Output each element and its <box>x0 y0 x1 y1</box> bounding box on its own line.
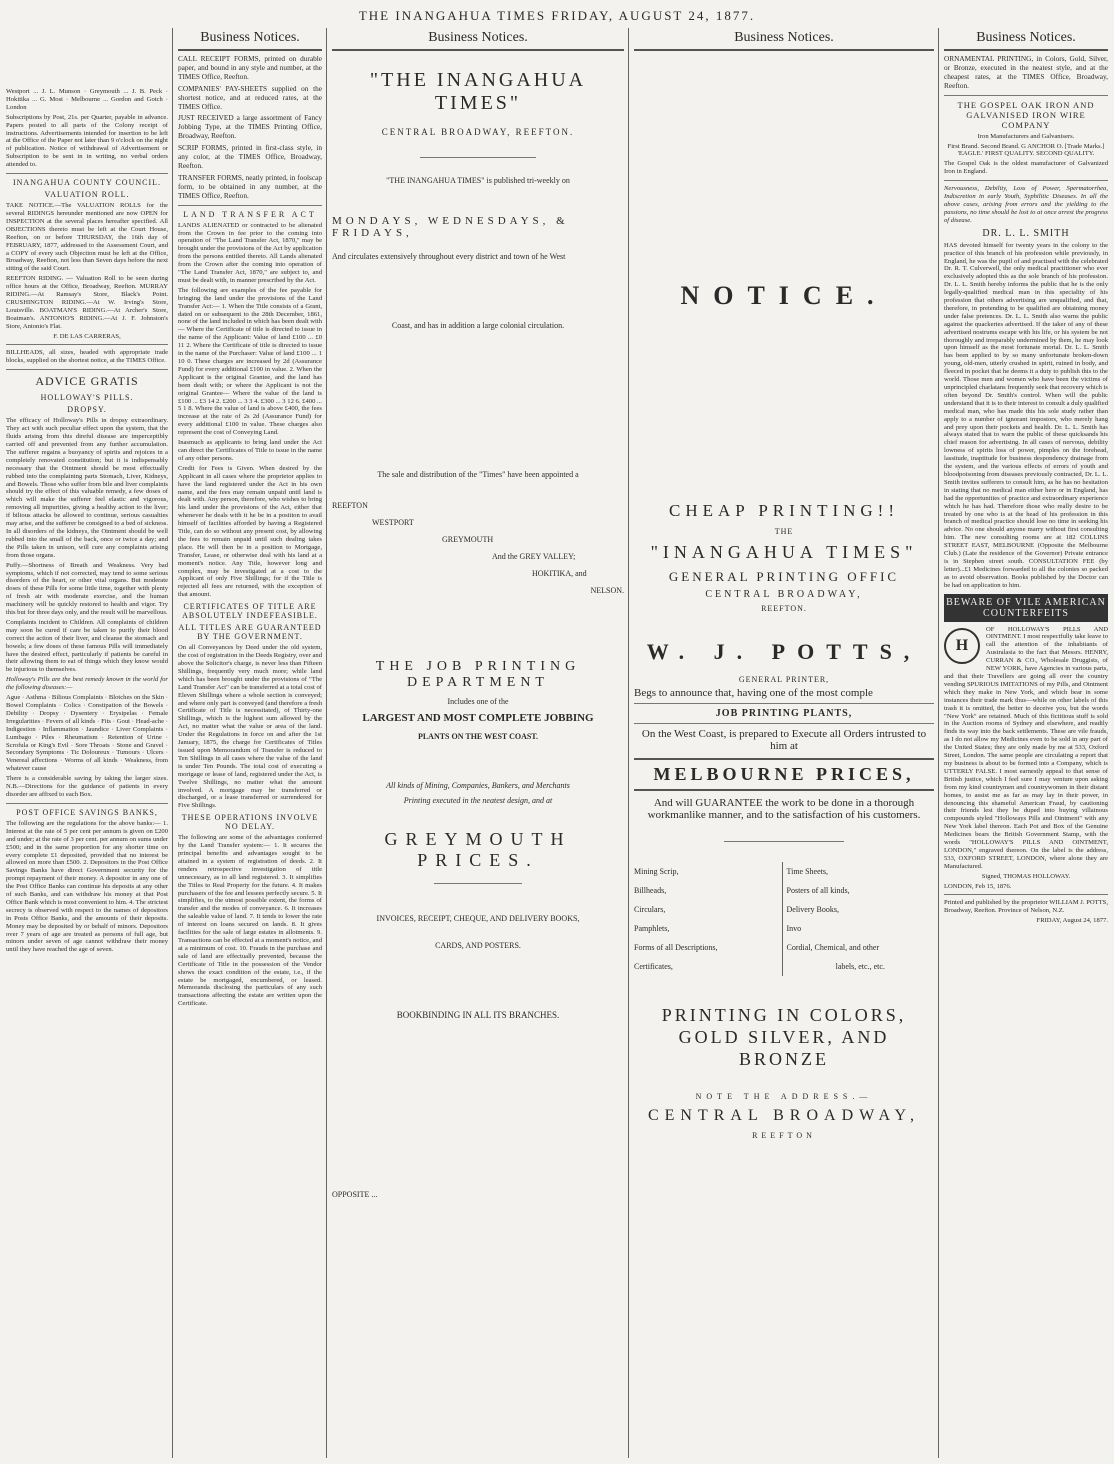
transfer-forms-notice: TRANSFER FORMS, neatly printed, in foolscap form, to be obtained in any number, at the TIMES Office, Reefton. <box>178 172 322 200</box>
divider <box>6 173 168 174</box>
puffy-text: Puffy.—Shortness of Breath and Weakness. Very bad symptoms, which if not corrected, may tend to some serious disorders of the heart, or other vital organs. But moderate doses of these Pills for some little time, together with plenty of fresh air with moderate exercise, and the human machinery will be quickly restored to health and vigor. Try this but for three days only, and the result will be marvellous. <box>6 561 168 617</box>
cards-line: CARDS, AND POSTERS. <box>435 940 521 950</box>
town-item: And the GREY VALLEY; <box>492 551 576 561</box>
call-receipt-notice: CALL RECEIPT FORMS, printed on durable paper, and bound in any style and number, at the TIMES Office, Reefton. <box>178 54 322 81</box>
pay-sheets-notice: COMPANIES' PAY-SHEETS supplied on the shortest notice, and at reduced rates, at the TIMES Office. <box>178 83 322 111</box>
advice-gratis-title: ADVICE GRATIS <box>35 374 139 389</box>
land-transfer-text: LANDS ALIENATED or contracted to be alienated from the Crown in fee prior to the coming into operation of "The Land Transfer Act, 1870," may be brought under the provisions of the Act by application from the persons entitled thereto. All Lands alienated from the Crown after the coming into operation of "The Land Transfer Act, 1870," are subject to, and must be dealt with, in manner prescribed by the Act. <box>178 221 322 284</box>
prepared-line: On the West Coast, is prepared to Execute all Orders intrusted to him at <box>641 728 927 752</box>
iron-manufacturers: Iron Manufacturers and Galvanisers. <box>977 132 1075 140</box>
column-rule <box>938 28 939 1458</box>
gospel-oak-note: The Gospel Oak is the oldest manufacturer of Galvanized Iron in England. <box>944 160 1108 176</box>
colors-title: PRINTING IN COLORS, GOLD SILVER, AND BRONZE <box>661 1005 907 1069</box>
product-list-right <box>783 862 935 976</box>
list-item: Cordial, Chemical, and other <box>786 943 880 952</box>
savings-bank-text: The following are the regulations for the above banks:— 1. Interest at the rate of 5 per cent per annum is given on £200 and under; at the rate of 3 per cent. per annum on sums under £500; and in the same proportion for any shorter time on every complete £1 deposited, provided that no interest be allowed on more than £500. 2. Depositors in the Post Office Savings Banks have direct Government security for the prompt repayment of their money. A depositor in any one of the Post Office Banks can continue his deposits at any other of such Banks, and can withdraw his money at that Post Office Bank which is most convenient to him. 4. The strictest secrecy is observed with respect to the names of depositors in Posts Office Banks, and the amounts of their deposits. Money may be deposited by or behalf of minors. Depositors over 7 years of age are treated as persons of full age, but minors under seven of age cannot withdraw their money until they have reached the age of seven. <box>6 819 169 954</box>
no-delay-title: THESE OPERATIONS INVOLVE NO DELAY. <box>181 813 319 832</box>
circulates-line: And circulates extensively throughout every district and town of he West <box>332 252 566 261</box>
divider <box>634 703 934 704</box>
central-broadway-big: CENTRAL BROADWAY, <box>647 1107 921 1124</box>
column-rule <box>628 28 629 1458</box>
job-printing-plants: JOB PRINTING PLANTS, <box>715 708 853 719</box>
footer-line: OPPOSITE ... <box>332 1189 378 1199</box>
council-title: INANGAHUA COUNTY COUNCIL. <box>12 178 162 188</box>
counterfeit-text: OF HOLLOWAY'S PILLS AND OINTMENT. I most respectfully take leave to call the attention of the inhabitants of Australasia to the fact that Messrs. HENRY, CURRAN & CO., Wholesale Druggists, of NEW YORK, have Agencies in various parts, and that their Travellers are going all over the country vending SPURIOUS IMITATIONS of my Pills, and Ointment which they make in New York, and which bear in some instances their trade mark thus—while on other labels of this trash it is omitted, the better to deceive you, but the words "New York" are retained. Much of this fictitious stuff is sold in the Auction rooms of Sydney and elsewhere, and readily finds its way into the back settlements. These are vile frauds, as I do not allow my Medicines even to be sold in any part of the United States; they are only made by me at 533, Oxford Street, London. The same people are circulating a report that my business is about to be formed into a Company, which is UTTERLY FALSE. I most earnestly appeal to that sense of British justice, which I feel sure I may venture upon asking from my kind countrymen and countrywomen in their distant homes, to assist me as far as may lay in their power, in denouncing this shameful American Fraud, by cautioning their friends lest they be duped into buying villainous compounds styled "Holloways Pills and Ointment" with any New York label thereon. Each Pot and Box of the Genuine Medicines bears the British Government Stamp, with the words "HOLLOWAY'S PILLS AND OINTMENT, LONDON," engraved thereon. On the label is the address, 533, OXFORD STREET, LONDON, where alone they are Manufactured. <box>944 625 1108 870</box>
divider <box>6 369 168 370</box>
valuation-notice: TAKE NOTICE.—The VALUATION ROLLS for the several RIDINGS hereunder mentioned are now OPEN for INSPECTION at the several places hereafter specified. All OBJECTIONS thereto must be left at the Court House, Reefton, on or before THURSDAY, the 16th day of FEBRUARY, 1877, addressed to the Assessment Court, and a COPY of every such Objection must be left at the Office, Broadway, Reefton, not less than Seven days before the next sitting of the said Court. <box>6 202 168 273</box>
reefton-label: REEFTON. <box>761 604 807 613</box>
town-item: NELSON. <box>590 585 624 595</box>
signature-date: LONDON, Feb 15, 1876. <box>944 882 1012 890</box>
subscription-terms: Subscriptions by Post, 21s. per Quarter, payable in advance. Papers posted to all parts of the Colony receipt of instructions. Advertisements intended for insertion to be left at the Office of the Paper not later than 9 o'clock on the night of publication. Notice of withdrawal of Advertisement or Subscription to be sent in in writing, no verbal orders attended to. <box>6 113 168 169</box>
list-item: Forms of all Descriptions, <box>634 943 718 952</box>
dropsy-title: DROPSY. <box>67 405 107 415</box>
billheads-notice: BILLHEADS, all sizes, headed with appropriate trade blocks, supplied on the shortest notice, at the TIMES Office. <box>6 349 168 365</box>
gospel-oak-title: THE GOSPEL OAK IRON AND GALVANISED IRON WIRE COMPANY <box>957 99 1095 130</box>
just-received-notice: JUST RECEIVED a large assortment of Fancy Jobbing Type, at the TIMES Printing Office, Broadway, Reefton. <box>178 113 322 141</box>
divider <box>420 157 537 158</box>
divider <box>6 344 168 345</box>
list-item: Mining Scrip, <box>634 867 679 876</box>
list-item: Billheads, <box>634 886 667 895</box>
nervousness-notice: Nervousness, Debility, Loss of Power, Spermatorrhea, Indiscretion in early Youth, Syphilitic Diseases. In all the above cases, arising from errors and the yielding to the passions, no time should be lost to at once arrest the progress of disease. <box>944 185 1108 224</box>
holloway-signature: Signed, THOMAS HOLLOWAY. <box>981 872 1071 880</box>
ridings-list: REEFTON RIDING. — Valuation Roll to be seen during office hours at the Office, Broadway, Reefton. MURRAY RIDING.—At Ramsay's Store, Black's Point. CRUSHINGTON RIDING.—At W. Irving's Store, Louisville. BOATMAN'S RIDING.—At Archer's Store, Boatman's. ANTONIO'S RIDING.—At J. F. Johnston's Store, Antonio's Flat. <box>6 275 168 330</box>
begs-line: Begs to announce that, having one of the most comple <box>634 687 873 699</box>
list-item: labels, etc., etc. <box>835 962 885 971</box>
ornamental-notice: ORNAMENTAL PRINTING, in Colors, Gold, Silver, or Bronze, executed in the neatest style, and at the cheapest rates, at the TIMES Office, Broadway, Reefton. <box>944 54 1108 90</box>
towns-list <box>332 497 624 599</box>
publication-days: MONDAYS, WEDNESDAYS, & FRIDAYS, <box>332 215 569 239</box>
land-transfer-title: LAND TRANSFER ACT <box>183 209 317 219</box>
notice-signature: F. DE LAS CARRERAS, <box>53 332 121 340</box>
greymouth-prices: GREYMOUTH PRICES. <box>384 828 572 870</box>
the-label: THE <box>774 527 794 536</box>
doctor-text: HAS devoted himself for twenty years in the colony to the practice of this branch of his profession while previously, in England, he was the pupil of and practised with the celebrated Dr. R. T. Culverwell, the only medical practitioner who ever exclusively adopted this as the sole branch of his profession. Dr. L. L. Smith hereby informs the public that he is the only legally-qualified medical man in this speciality of his profession that others advertising are unqualified, and that, therefore, in pretending to be qualified are obtaining money under false pretences. Dr. L. L. Smith also warns the public against the quackeries advertised. If the taker of any of these advertised nostrums escape with his life, or his system be not thoroughly and irreparably undermined by them, he may look upon himself as the most fortunate mortal. Dr. L. L. Smith has been applied to by so many unfortunate broken-down young, old-men, utterly crushed in spirit, ruined in body, and fleeced in pocket that he deems it a duty to publish this to the world. Those men and women who have been the victims of unprincipled charlatans frequently seek that recovery which is often beyond Dr. Smith's control. When will the public understand that it is to their interest to consult a duly qualified medical man, who has made this his sole study rather than apply to a number of ignorant impostors, who merely hang and prey upon their pockets and health. Dr. L. L. Smith has always stated that to warn the public of these quicksands his chief reason for advertising. In all cases of nervous, debility lowness of spirits loss of power, pimples on the forehead, lassitude, inaptitude for business despondency drainage from the system, and the various effects of errors of youth and bloodpoisoning from diseases previously contracted, Dr. L. L. Smith invites sufferers to consult him, as he has no hesitation in stating that no medical man either here or in England, has had the opportunities of practice and extraordinary experience which he has had. Therefore those who really desire to be treated by one who is at the head of his profession in this branch of medical practice should lose no time in seeking his advice. No one should anyone marry without first consulting him. The new consulting rooms are at 182 COLLINS STREET EAST, MELBOURNE (Opposite the Melbourne Club.) (Late the residence of the Governor) Private entrance is in Stephen street south. CONSULTATION FEE (by letter)...£1 Medicines forwarded to all the colonies so packed as to avoid observation. Books published by the Doctor can be had on application to him. <box>944 241 1108 589</box>
town-item: HOKITIKA, and <box>532 568 587 578</box>
town-item: GREYMOUTH <box>442 534 494 544</box>
general-printer: GENERAL PRINTER, <box>738 675 830 684</box>
coast-line: Coast, and has in addition a large colonial circulation. <box>391 320 565 330</box>
notice-title: NOTICE. <box>680 281 888 310</box>
beware-banner: BEWARE OF VILE AMERICAN COUNTERFEITS <box>944 594 1108 622</box>
central-broadway: CENTRAL BROADWAY, <box>705 589 863 600</box>
list-item: Circulars, <box>634 905 666 914</box>
doctor-name: DR. L. L. SMITH <box>982 227 1070 239</box>
diseases-list: Ague · Asthma · Bilious Complaints · Blotches on the Skin · Bowel Complaints · Colics · Constipation of the Bowels · Debility · Dropsy · Dysentery · Erysipelas · Female Irregularities · Fevers of all kinds · Fits · Gout · Head-ache · Indigestion · Inflammation · Jaundice · Liver Complaints · Lumbago · Piles · Rheumatism · Retention of Urine · Scrofula or King's Evil · Sore Throats · Stone and Gravel · Secondary Symptoms · Tic Doloureux · Tumours · Ulcers · Venereal affections · Worms of all kinds · Weakness, from whatever cause <box>6 694 168 773</box>
times-address: CENTRAL BROADWAY, REEFTON. <box>381 127 575 137</box>
published-line: "THE INANGAHUA TIMES" is published tri-weekly on <box>386 176 570 185</box>
holloway-title: HOLLOWAY'S PILLS. <box>40 393 134 403</box>
divider <box>634 723 934 724</box>
printer-imprint: Printed and published by the proprietor WILLIAM J. POTTS, Broadway, Reefton. Province of Nelson, N.Z. <box>944 899 1108 915</box>
column-rule <box>172 28 173 1458</box>
plants-line: PLANTS ON THE WEST COAST. <box>417 731 539 741</box>
list-item: Pamphlets, <box>634 924 670 933</box>
children-text: Complaints incident to Children. All complaints of children may soon be cured if care be taken to purify their blood correct the action of their liver, and cleanse the stomach and bowels; a few doses of these famous Pills will immediately have the desired effect, particularly if patients be careful in their allowing them to eat of things which they know would be injurious to themselves. <box>6 618 168 674</box>
brand-marks: First Brand. Second Brand. G ANCHOR O. [Trade Marks.] 'EAGLE.' FIRST QUALITY. SECOND QUALITY. <box>947 142 1105 158</box>
conveyances-text: On all Conveyances by Deed under the old system, the cost of registration in the Deeds Registry, over and above the Solicitor's charge, is never less than Fifteen Shillings, frequently very much more; while land which has been brought under the provisions of "The Land Transfer Act" can be transferred at a total cost of Eleven Shillings where a whole section is conveyed; and where only part is conveyed (and therefore a fresh Certificate of Title is necessitated), of Thirty-one Shillings, which is the highest sum allowed by the Act, no matter what the value or area of the land. Under the Regulations in force on and after the 1st January, 1875, the charge for Certificates of Titles issued upon Memorandum of Transfer is reduced to Ten Shillings in all cases where the value of the land is under Ten Pounds. The total cost of executing a mortgage or lease of land, registered under the Act, is Twelve Shillings, no matter what the amount involved. A mortgage may be transferred or discharged, or a lease transferred or surrendered for Five Shillings. <box>178 644 322 810</box>
melbourne-prices: MELBOURNE PRICES, <box>634 758 934 791</box>
all-kinds-line: All kinds of Mining, Companies, Bankers, and Merchants <box>386 780 570 790</box>
list-item: Posters of all kinds, <box>786 886 850 895</box>
certificates-title: CERTIFICATES OF TITLE ARE ABSOLUTELY INDEFEASIBLE. <box>182 602 318 621</box>
guaranteed-title: ALL TITLES ARE GUARANTEED BY THE GOVERNMENT. <box>178 623 322 642</box>
divider <box>944 95 1108 96</box>
list-item: Time Sheets, <box>786 867 828 876</box>
dropsy-text: The efficacy of Holloway's Pills in dropsy extraordinary. They act with such peculiar effect upon the system, that the fluids arising from this direful disease are imperceptibly carried off and prevented from any further accumulation. The sufferer regains a buoyancy of spirits and rejoices in a completely renovated constitution; but it is indispensably necessary that the Ointment should be most effectually rubbed into the complaining parts Stomach, Liver, Kidneys, and Bowels. Those who suffer from bile and liver complaints should try the effect of this valuable remedy, a few doses of which will make the sufferer feel elastic and vigorous, removing all impurities, giving a healthy action to the liver; if bilious attacks be allowed to continue, serious casualties may arise, and the sufferer be consigned to a bed of sickness. In all disorders of the kidneys, the Ointment should be well rubbed into the small of the back, once or twice a day; and the Pills taken in unison, will cure any complaints arising from those organs. <box>6 417 168 559</box>
divider <box>944 894 1108 895</box>
land-fees-text: The following are examples of the fee payable for bringing the land under the provisions of the Land Transfer Act:— 1. When the Title consists of a Grant, dated on or subsequent to the 28th December, 1861, none of the land included in which has been dealt with— Where the Certificate of title is directed to issue in the name of the Applicant: Value of land £100 ... £0 11 2. Where the Certificate of title is directed to issue in the name of the Purchaser: Value of land £100 ... 1 10 0. These charges are increased by 2d (Assurance Fund) for every additional £100 in value. 2. When the Applicant is the original Grantee, and the land has been dealt with; or where the Applicant is not the original Grantee— Where the value of the land is £100 ... £3 14 2. £200 ... 3 3 4. £300 ... 3 12 6. £400 ... 5 1 8. Where the value of land is above £400, the fees increase at the rate of 2s 2d (Assurance Fund) for every additional £100 in value. These charges also represent the cost of Conveying Land. <box>178 286 322 437</box>
holloway-seal-icon: H <box>944 628 980 664</box>
note-address: NOTE THE ADDRESS.— <box>695 1092 873 1101</box>
credit-fees-text: Credit for Fees is Given. When desired by the Applicant in all cases where the proprietor applies to have the land registered under the Act in his own name, and the fees may remain unpaid until land is dealt with. Any person, therefore, who wishes to bring his land under the provisions of the Act, either that whenever he deals with it he be in a position to avail himself of facilities afforded by having a Registered Title, can do so without any present cost, by allowing the fees to remain unpaid until such dealing takes place. He will then be in a position to Mortgage, Transfer, Lease, or otherwise deal with his land at a moment's notice. Any Title, however long and complex, may be investigated at a cost to the Applicant of only Five Shillings; for if the Title is rejected all fees are returned, with the exception of that amount. <box>178 464 322 599</box>
town-item: WESTPORT <box>372 517 414 527</box>
column-2 <box>174 28 326 1458</box>
inasmuch-text: Inasmuch as applicants to bring land under the Act can direct the Certificates of Title to issue in the name of any other persons. <box>178 439 322 462</box>
list-item: Certificates, <box>634 962 673 971</box>
business-notices-header: Business Notices. <box>634 28 934 51</box>
invoices-line: INVOICES, RECEIPT, CHEQUE, AND DELIVERY BOOKS, <box>376 913 580 923</box>
savings-bank-title: POST OFFICE SAVINGS BANKS, <box>16 807 158 817</box>
divider <box>724 841 844 842</box>
divider <box>6 803 168 804</box>
column-1 <box>2 28 172 1458</box>
product-list <box>634 862 934 976</box>
divider <box>178 205 322 206</box>
masthead: THE INANGAHUA TIMES FRIDAY, AUGUST 24, 1877. <box>358 8 756 23</box>
list-item: Delivery Books, <box>786 905 839 914</box>
times-title: "THE INANGAHUA TIMES" <box>369 69 587 114</box>
potts-name: W. J. POTTS, <box>646 639 922 664</box>
valuation-roll-title: VALUATION ROLL. <box>44 190 130 200</box>
job-dept-title: THE JOB PRINTING DEPARTMENT <box>375 658 581 690</box>
advantages-text: The following are some of the advantages conferred by the Land Transfer system:— 1. It secures the principal benefits and advantages sought to be attained in a system of registration of deeds. 2. It renders retrospective investigation of title unnecessary, as to all land registered. 3. It simplifies the Titles to Real Property for the future. 4. It makes purchasers of the fee and lessees perfectly secure. 5. It simplifies, to the utmost possible extent, the forms of transfer and the modes of conveyance. 6. It increases the saleable value of land. 7. It tends to lower the rate of interest on loans secured on lands. 8. It gives facilities for the sale of large estates in allotments. 9. Transactions can be effected at a moment's notice, and at a minimum of cost. 10. Frauds in the purchase and sale of land are effectually prevented, because the Certificate of Title in the possession of the Vendor shows the exact condition of the estate, i.e., if the estate be mortgaged, encumbered, or leased. Memoranda disclosing the particulars of any such transactions affecting the estate are written upon the Certificate. <box>178 834 322 1008</box>
column-3 <box>328 28 628 1458</box>
neatest-line: Printing executed in the neatest design, and at <box>403 795 553 805</box>
sale-line: The sale and distribution of the "Times" have been appointed a <box>377 469 579 479</box>
times-title: "INANGAHUA TIMES" <box>650 542 918 562</box>
remedy-intro: Holloway's Pills are the best remedy known in the world for the following diseases:— <box>6 676 168 692</box>
cheap-printing-title: CHEAP PRINTING!! <box>668 501 899 520</box>
scrip-forms-notice: SCRIP FORMS, printed in first-class style, in any color, at the TIMES Office, Broadway, Reefton. <box>178 143 322 170</box>
product-list-left <box>634 862 783 976</box>
column-rule <box>326 28 327 1458</box>
business-notices-header: Business Notices. <box>332 28 624 51</box>
divider <box>434 883 522 884</box>
business-notices-header: Business Notices. <box>178 28 322 51</box>
includes-line: Includes one of the <box>447 696 509 706</box>
guarantee-line: And will GUARANTEE the work to be done in a thorough workmanlike manner, and to the satisfaction of his customers. <box>647 797 921 821</box>
business-notices-header: Business Notices. <box>944 28 1108 51</box>
town-item: REEFTON <box>332 500 368 510</box>
bookbinding-line: BOOKBINDING IN ALL ITS BRANCHES. <box>396 1009 560 1020</box>
holloway-note: There is a considerable saving by taking the larger sizes. N.B.—Directions for the guidance of patients in every disorder are affixed to each Box. <box>6 775 168 798</box>
imprint-date: FRIDAY, August 24, 1877. <box>1036 917 1108 925</box>
divider <box>944 180 1108 181</box>
column-4 <box>630 28 938 1458</box>
general-printing-office: GENERAL PRINTING OFFIC <box>668 569 900 584</box>
list-item: Invo <box>786 924 802 933</box>
reefton-footer: REEFTON <box>752 1131 816 1140</box>
agents-list: Westport ... J. L. Munson · Greymouth ... J. B. Peck · Hokitika ... G. Most · Melbourne ... Gordon and Gotch · London <box>6 88 168 111</box>
largest-line: LARGEST AND MOST COMPLETE JOBBING <box>362 711 594 724</box>
column-5 <box>940 28 1112 1458</box>
